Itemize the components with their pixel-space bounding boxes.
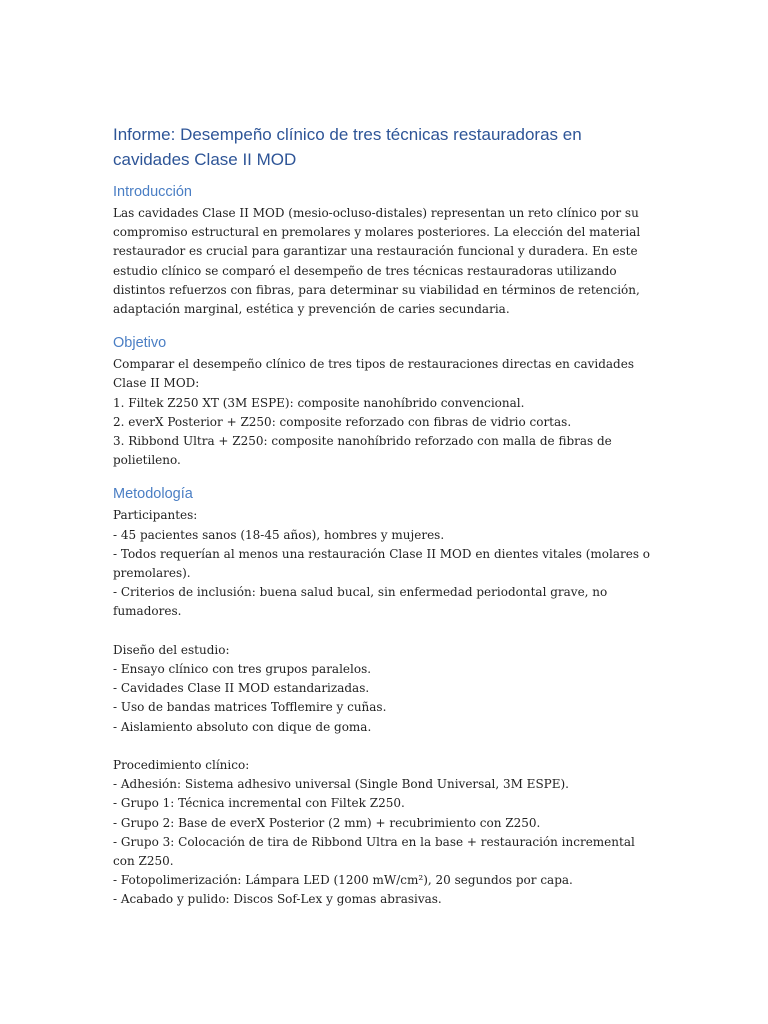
heading-objetivo: Objetivo <box>113 335 167 352</box>
document-title: Informe: Desempeño clínico de tres técnicas restauradoras en cavidades Clase II MOD <box>113 125 582 169</box>
spacer <box>113 622 653 641</box>
diseno-item-2: - Cavidades Clase II MOD estandarizadas. <box>113 681 370 696</box>
procedimiento-item-2: - Grupo 1: Técnica incremental con Filtek Z250. <box>113 796 405 811</box>
objetivo-block <box>113 355 653 470</box>
procedimiento-item-1: - Adhesión: Sistema adhesivo universal (Single Bond Universal, 3M ESPE). <box>113 777 569 792</box>
procedimiento-label: Procedimiento clínico: <box>113 758 250 773</box>
participantes-item-3: - Criterios de inclusión: buena salud bucal, sin enfermedad periodontal grave, no fumadores. <box>113 585 608 619</box>
procedimiento-item-3: - Grupo 2: Base de everX Posterior (2 mm) + recubrimiento con Z250. <box>113 815 541 830</box>
heading-introduccion: Introducción <box>113 184 192 200</box>
diseno-item-3: - Uso de bandas matrices Tofflemire y cuñas. <box>113 700 387 715</box>
objetivo-intro: Comparar el desempeño clínico de tres tipos de restauraciones directas en cavidades Clase II MOD: <box>113 357 634 391</box>
procedimiento-item-4: - Grupo 3: Colocación de tira de Ribbond Ultra en la base + restauración incremental con Z250. <box>113 834 635 869</box>
diseno-label: Diseño del estudio: <box>113 642 230 657</box>
document-page <box>113 122 653 910</box>
objetivo-item-1: 1. Filtek Z250 XT (3M ESPE): composite nanohíbrido convencional. <box>113 395 525 410</box>
objetivo-item-3: 3. Ribbond Ultra + Z250: composite nanohíbrido reforzado con malla de fibras de polietileno. <box>113 434 612 468</box>
spacer <box>113 737 653 756</box>
diseno-item-4: - Aislamiento absoluto con dique de goma. <box>113 719 372 734</box>
diseno-item-1: - Ensayo clínico con tres grupos paralelos. <box>113 662 372 677</box>
participantes-item-1: - 45 pacientes sanos (18-45 años), hombres y mujeres. <box>113 527 445 542</box>
participantes-item-2: - Todos requerían al menos una restauración Clase II MOD en dientes vitales (molares o premolares). <box>113 546 651 581</box>
objetivo-item-2: 2. everX Posterior + Z250: composite reforzado con fibras de vidrio cortas. <box>113 414 572 429</box>
heading-metodologia: Metodología <box>113 486 193 503</box>
introduccion-paragraph: Las cavidades Clase II MOD (mesio-ocluso-distales) representan un reto clínico por su compromiso estructural en premolares y molares posteriores. La elección del material restaurador es crucial para garantizar una restauración funcional y duradera. En este estudio clínico se comparó el desempeño de tres técnicas restauradoras utilizando distintos refuerzos con fibras, para determinar su viabilidad en términos de retención, adaptación marginal, estética y prevención de caries secundaria. <box>113 206 641 317</box>
participantes-label: Participantes: <box>113 508 198 523</box>
procedimiento-item-6: - Acabado y pulido: Discos Sof-Lex y gomas abrasivas. <box>113 892 442 907</box>
metodologia-block <box>113 506 653 909</box>
procedimiento-item-5: - Fotopolimerización: Lámpara LED (1200 mW/cm²), 20 segundos por capa. <box>113 873 573 888</box>
